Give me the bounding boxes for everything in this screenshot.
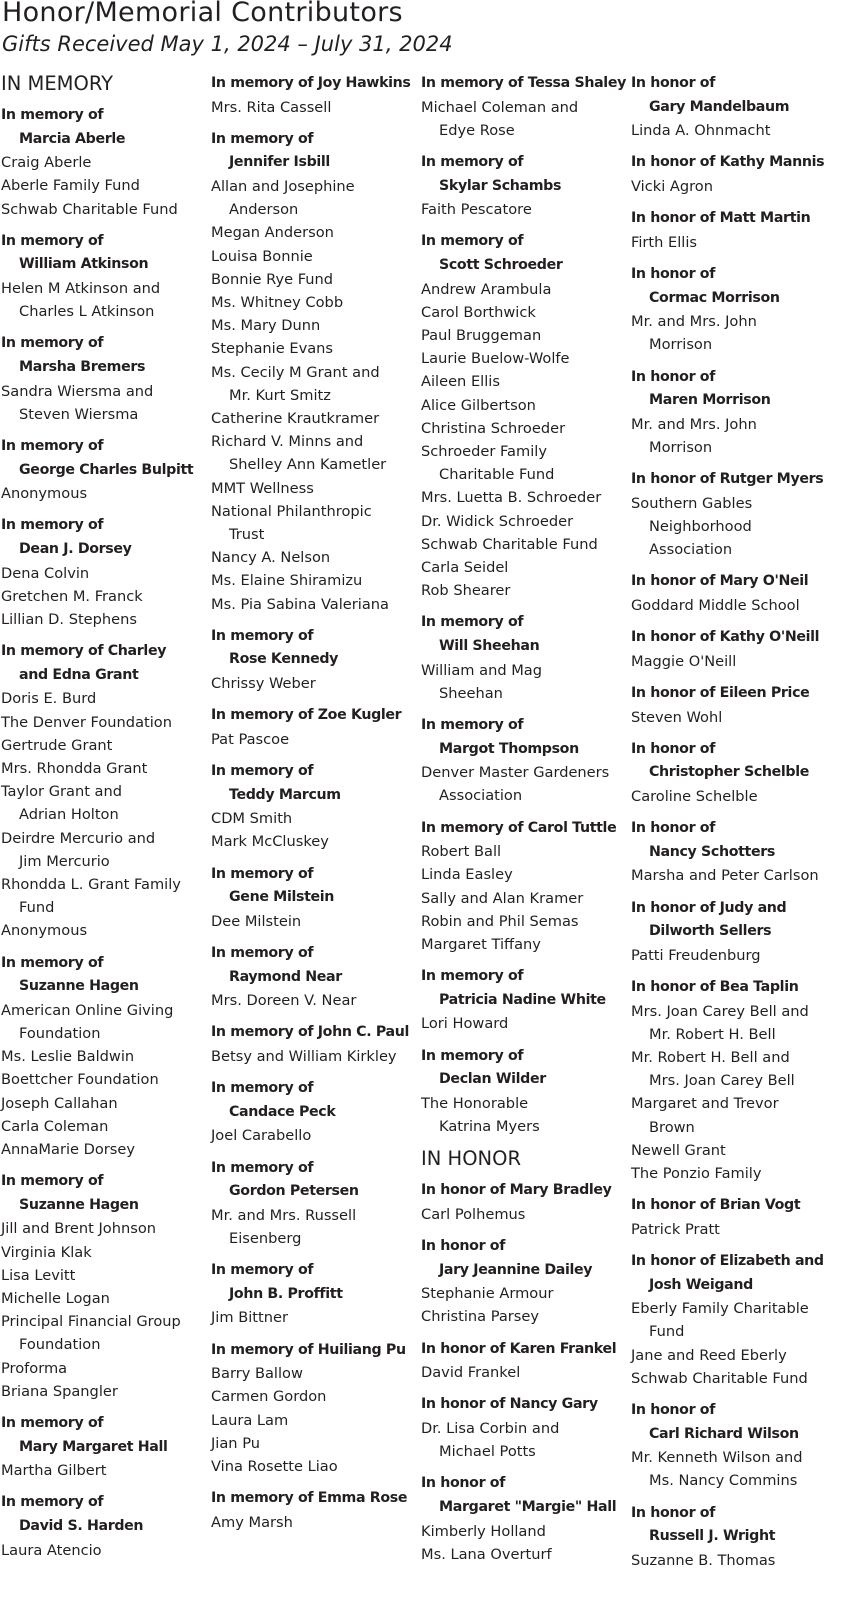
- contributor-name: Trust: [229, 526, 265, 544]
- contributor-name: The Ponzio Family: [631, 1164, 762, 1182]
- contributor-name: Gertrude Grant: [1, 736, 113, 754]
- contributor-name: Ms. Pia Sabina Valeriana: [211, 595, 389, 613]
- contributor-name: Katrina Myers: [439, 1118, 540, 1135]
- tribute-heading: Suzanne Hagen: [19, 978, 139, 995]
- contributor-name: Gretchen M. Franck: [1, 587, 143, 605]
- contributor-name: Sally and Alan Kramer: [421, 889, 584, 907]
- contributor-name: Carol Borthwick: [421, 303, 536, 321]
- tribute-entry: [631, 72, 841, 142]
- tribute-entry: [1, 1491, 211, 1561]
- tribute-heading: Patricia Nadine White: [439, 991, 606, 1008]
- contributor-name: Sandra Wiersma and: [1, 382, 154, 400]
- tribute-heading: In memory of: [1, 232, 104, 249]
- contributor-name: Amy Marsh: [211, 1513, 293, 1531]
- contributor-name: Craig Aberle: [1, 154, 92, 172]
- tribute-entry: [211, 128, 421, 616]
- tribute-heading: Nancy Schotters: [649, 843, 775, 860]
- tribute-entry: [631, 1194, 841, 1241]
- contributor-name: Laurie Buelow-Wolfe: [421, 350, 570, 368]
- contributor-name: Linda A. Ohnmacht: [631, 122, 771, 140]
- tribute-entry: [421, 1472, 631, 1566]
- tribute-heading: In memory of: [211, 1159, 314, 1176]
- tribute-heading: In memory of: [211, 130, 314, 147]
- tribute-heading: Declan Wilder: [439, 1071, 546, 1088]
- contributor-name: Anderson: [229, 201, 299, 219]
- tribute-entry: [211, 1077, 421, 1147]
- contributor-name: Laura Lam: [211, 1411, 289, 1429]
- contributor-name: Christina Schroeder: [421, 419, 566, 437]
- column-2: [211, 72, 421, 1543]
- tribute-heading: In honor of: [631, 1401, 716, 1418]
- tribute-heading: In memory of: [421, 154, 524, 170]
- contributor-name: Shelley Ann Kametler: [229, 456, 387, 474]
- contributor-name: Michael Potts: [439, 1443, 536, 1461]
- page-title: Honor/Memorial Contributors: [2, 0, 403, 28]
- contributor-name: Mr. and Mrs. John: [631, 313, 757, 331]
- contributor-name: Schwab Charitable Fund: [421, 535, 598, 553]
- contributor-name: Vina Rosette Liao: [211, 1457, 338, 1475]
- tribute-heading: In memory of: [211, 627, 314, 644]
- page-subtitle: Gifts Received May 1, 2024 – July 31, 2024: [2, 32, 453, 56]
- tribute-entry: [211, 942, 421, 1012]
- tribute-heading: In honor of Rutger Myers: [631, 471, 824, 488]
- contributor-name: William and Mag: [421, 661, 543, 679]
- tribute-entry: [1, 435, 211, 505]
- contributor-name: Southern Gables: [631, 494, 753, 512]
- tribute-entry: [631, 682, 841, 729]
- tribute-heading: In memory of: [1, 1415, 104, 1432]
- tribute-heading: Dilworth Sellers: [649, 923, 772, 940]
- tribute-heading: In memory of: [1, 954, 104, 971]
- tribute-heading: In honor of Matt Martin: [631, 210, 811, 227]
- contributor-name: Robin and Phil Semas: [421, 912, 579, 930]
- contributor-name: Joseph Callahan: [1, 1094, 118, 1112]
- tribute-heading: In honor of Mary Bradley: [421, 1182, 612, 1199]
- contributor-name: Charles L Atkinson: [19, 303, 155, 321]
- tribute-heading: Margot Thompson: [439, 740, 579, 757]
- contributor-name: Anonymous: [1, 922, 88, 940]
- tribute-heading: In memory of: [1, 335, 104, 352]
- tribute-entry: [421, 1235, 631, 1329]
- contributor-name: Goddard Middle School: [631, 596, 800, 614]
- tribute-heading: In memory of Emma Rose: [211, 1490, 408, 1507]
- contributor-name: Mr. Robert H. Bell: [649, 1025, 776, 1043]
- contributor-name: Dee Milstein: [211, 912, 302, 930]
- contributor-name: Foundation: [19, 1336, 101, 1354]
- contributor-name: Adrian Holton: [19, 806, 119, 824]
- column-1: [1, 72, 211, 1571]
- tribute-heading: Rose Kennedy: [229, 651, 339, 668]
- tribute-entry: [631, 151, 841, 198]
- tribute-entry: [631, 207, 841, 254]
- contributor-name: Patrick Pratt: [631, 1220, 720, 1238]
- tribute-entry: [631, 1502, 841, 1572]
- tribute-heading: Carl Richard Wilson: [649, 1425, 799, 1442]
- contributor-name: MMT Wellness: [211, 479, 314, 497]
- contributor-name: Lillian D. Stephens: [1, 610, 138, 628]
- tribute-heading: Josh Weigand: [649, 1276, 753, 1293]
- contributor-name: Patti Freudenburg: [631, 946, 761, 964]
- contributor-name: Kimberly Holland: [421, 1522, 546, 1540]
- tribute-entry: [211, 72, 421, 119]
- contributor-name: Mr. and Mrs. John: [631, 415, 757, 433]
- tribute-heading: In honor of: [631, 75, 716, 91]
- tribute-heading: In honor of Kathy O'Neill: [631, 629, 820, 646]
- tribute-heading: In memory of: [1, 107, 104, 123]
- contributor-name: Eberly Family Charitable: [631, 1300, 809, 1318]
- tribute-entry: [631, 626, 841, 673]
- tribute-heading: In honor of Mary O'Neil: [631, 573, 809, 590]
- tribute-heading: Raymond Near: [229, 968, 342, 985]
- contributor-name: Steven Wiersma: [19, 405, 139, 423]
- tribute-heading: In memory of Charley: [1, 643, 167, 660]
- tribute-heading: In honor of Kathy Mannis: [631, 154, 825, 171]
- contributor-name: Boettcher Foundation: [1, 1071, 159, 1089]
- tribute-heading: In honor of: [631, 1504, 716, 1521]
- tribute-entry: [211, 704, 421, 751]
- contributor-name: Brown: [649, 1118, 695, 1136]
- contributor-name: Neighborhood: [649, 517, 752, 535]
- contributor-name: Eisenberg: [229, 1229, 302, 1247]
- tribute-heading: In honor of: [421, 1238, 506, 1254]
- tribute-heading: Gene Milstein: [229, 889, 335, 906]
- contributor-name: Mark McCluskey: [211, 833, 329, 851]
- contributor-name: Mrs. Doreen V. Near: [211, 992, 357, 1010]
- tribute-entry: [211, 1157, 421, 1251]
- contributor-name: Carla Coleman: [1, 1117, 109, 1135]
- contributor-name: Foundation: [19, 1024, 101, 1042]
- tribute-entry: [211, 760, 421, 854]
- tribute-heading: Scott Schroeder: [439, 256, 563, 273]
- contributor-name: Margaret Tiffany: [421, 936, 541, 954]
- contributor-name: Firth Ellis: [631, 233, 697, 251]
- tribute-heading: Dean J. Dorsey: [19, 540, 132, 557]
- contributor-name: Charitable Fund: [439, 466, 555, 484]
- contributor-name: Fund: [19, 899, 55, 917]
- tribute-heading: Will Sheehan: [439, 638, 540, 655]
- tribute-entry: [421, 1338, 631, 1385]
- contributor-name: Caroline Schelble: [631, 787, 758, 805]
- contributor-name: Association: [649, 541, 733, 559]
- tribute-heading: In memory of Huiliang Pu: [211, 1341, 406, 1358]
- tribute-entry: [211, 863, 421, 933]
- tribute-heading: Margaret "Margie" Hall: [439, 1498, 617, 1515]
- contributor-name: Steven Wohl: [631, 708, 723, 726]
- tribute-entry: [421, 1179, 631, 1226]
- tribute-entry: [631, 897, 841, 967]
- contributor-name: Mr. Robert H. Bell and: [631, 1048, 790, 1066]
- contributor-name: Ms. Lana Overturf: [421, 1545, 552, 1563]
- contributor-name: Robert Ball: [421, 843, 502, 861]
- tribute-heading: In honor of Karen Frankel: [421, 1340, 617, 1357]
- tribute-heading: Suzanne Hagen: [19, 1196, 139, 1213]
- contributor-name: Richard V. Minns and: [211, 433, 364, 451]
- tribute-entry: [211, 625, 421, 695]
- tribute-entry: [211, 1021, 421, 1068]
- contributor-name: Schwab Charitable Fund: [1, 200, 178, 218]
- tribute-heading: In memory of: [211, 763, 314, 780]
- tribute-heading: In honor of: [421, 1475, 506, 1492]
- contributor-name: Proforma: [1, 1359, 68, 1377]
- tribute-heading: In honor of: [631, 820, 716, 837]
- section-heading: IN HONOR: [421, 1147, 522, 1171]
- contributor-name: Association: [439, 787, 523, 805]
- tribute-heading: Marsha Bremers: [19, 358, 146, 375]
- contributor-name: Nancy A. Nelson: [211, 549, 331, 567]
- contributor-name: Principal Financial Group: [1, 1313, 181, 1331]
- contributor-name: Mrs. Luetta B. Schroeder: [421, 489, 602, 507]
- tribute-heading: In memory of: [211, 1080, 314, 1097]
- contributor-name: Mr. and Mrs. Russell: [211, 1206, 357, 1224]
- contributor-name: Helen M Atkinson and: [1, 279, 161, 297]
- contributor-name: Deirdre Mercurio and: [1, 829, 156, 847]
- contributor-name: Newell Grant: [631, 1141, 726, 1159]
- tribute-entry: [421, 1045, 631, 1139]
- tribute-heading: In honor of Bea Taplin: [631, 978, 799, 995]
- contributor-name: Dena Colvin: [1, 564, 90, 582]
- tribute-heading: Christopher Schelble: [649, 764, 810, 781]
- tribute-entry: [1, 1412, 211, 1482]
- contributor-name: Betsy and William Kirkley: [211, 1048, 397, 1065]
- contributor-name: Carmen Gordon: [211, 1388, 327, 1406]
- contributor-name: CDM Smith: [211, 810, 293, 828]
- tribute-entry: [631, 570, 841, 617]
- contributor-name: Anonymous: [1, 485, 88, 503]
- tribute-heading: In memory of: [1, 1494, 104, 1511]
- contributor-name: The Denver Foundation: [1, 713, 172, 731]
- contributor-name: Barry Ballow: [211, 1365, 303, 1383]
- tribute-heading: In honor of: [631, 368, 716, 385]
- contributor-name: Maggie O'Neill: [631, 652, 737, 670]
- contributor-name: Faith Pescatore: [421, 201, 532, 219]
- contributor-name: Vicki Agron: [631, 177, 713, 195]
- tribute-entry: [631, 1399, 841, 1493]
- contributor-name: Margaret and Trevor: [631, 1095, 779, 1113]
- contributor-name: Christina Parsey: [421, 1308, 540, 1326]
- tribute-heading: In honor of Nancy Gary: [421, 1396, 598, 1413]
- contributor-name: AnnaMarie Dorsey: [1, 1141, 136, 1158]
- contributor-name: Michelle Logan: [1, 1290, 110, 1307]
- tribute-entry: [1, 514, 211, 631]
- tribute-heading: In honor of: [631, 265, 716, 282]
- contributor-name: Carla Seidel: [421, 559, 509, 577]
- contributor-name: Stephanie Armour: [421, 1285, 554, 1303]
- tribute-heading: In honor of: [631, 740, 716, 757]
- column-3: [421, 72, 631, 1575]
- contributor-name: Rob Shearer: [421, 582, 511, 600]
- contributor-name: Marsha and Peter Carlson: [631, 867, 819, 885]
- contributor-name: Catherine Krautkramer: [211, 410, 380, 428]
- contributor-name: Ms. Leslie Baldwin: [1, 1048, 135, 1066]
- tribute-heading: In memory of: [1, 517, 104, 534]
- tribute-heading: In honor of Eileen Price: [631, 684, 810, 701]
- contributor-name: David Frankel: [421, 1364, 521, 1382]
- contributor-name: Lori Howard: [421, 1015, 509, 1033]
- contributor-name: Virginia Klak: [1, 1243, 92, 1261]
- contributor-name: Schwab Charitable Fund: [631, 1369, 808, 1387]
- contributor-name: Carl Polhemus: [421, 1205, 526, 1223]
- contributor-name: Ms. Nancy Commins: [649, 1472, 798, 1490]
- tribute-heading: In memory of: [1, 437, 104, 454]
- contributor-name: Suzanne B. Thomas: [631, 1551, 776, 1569]
- contributor-name: Mrs. Joan Carey Bell and: [631, 1002, 809, 1020]
- tribute-entry: [1, 952, 211, 1162]
- contributor-name: Laura Atencio: [1, 1541, 102, 1559]
- tribute-heading: In honor of Brian Vogt: [631, 1197, 801, 1214]
- tribute-heading: In honor of Judy and: [631, 899, 787, 916]
- tribute-entry: [631, 263, 841, 357]
- tribute-heading: Jennifer Isbill: [229, 154, 330, 171]
- contributor-name: Mr. Kurt Smitz: [229, 386, 331, 404]
- tribute-heading: William Atkinson: [19, 256, 149, 273]
- tribute-heading: Cormac Morrison: [649, 289, 780, 306]
- tribute-heading: In memory of Carol Tuttle: [421, 819, 617, 836]
- tribute-heading: Marcia Aberle: [19, 130, 126, 147]
- contributor-name: National Philanthropic: [211, 502, 372, 520]
- tribute-heading: In memory of: [421, 968, 524, 985]
- tribute-heading: In memory of: [421, 614, 524, 631]
- tribute-entry: [631, 366, 841, 460]
- contributor-name: Ms. Mary Dunn: [211, 317, 321, 335]
- contributor-name: Jane and Reed Eberly: [631, 1346, 787, 1364]
- tribute-heading: John B. Proffitt: [229, 1285, 343, 1302]
- contributor-name: Dr. Widick Schroeder: [421, 512, 574, 530]
- tribute-heading: In memory of: [1, 1173, 104, 1190]
- tribute-entry: [211, 1259, 421, 1329]
- tribute-heading: Candace Peck: [229, 1103, 336, 1120]
- contributor-name: Paul Bruggeman: [421, 326, 542, 344]
- tribute-heading: In memory of: [421, 1047, 524, 1064]
- contributor-name: Andrew Arambula: [421, 280, 552, 298]
- tribute-entry: [1, 332, 211, 426]
- section-heading: IN MEMORY: [1, 72, 114, 95]
- tribute-heading: Jary Jeannine Dailey: [439, 1261, 593, 1278]
- contributor-name: Fund: [649, 1323, 685, 1341]
- tribute-heading: In memory of: [211, 1262, 314, 1279]
- contributor-name: Jim Mercurio: [19, 852, 110, 870]
- contributor-name: Mrs. Rita Cassell: [211, 98, 332, 116]
- contributor-name: Mrs. Rhondda Grant: [1, 759, 148, 777]
- tribute-entry: [1, 104, 211, 221]
- tribute-entry: [631, 1250, 841, 1390]
- tribute-entry: [211, 1487, 421, 1534]
- tribute-heading: In memory of: [421, 233, 524, 250]
- tribute-entry: [421, 714, 631, 808]
- contributor-name: Rhondda L. Grant Family: [1, 875, 181, 893]
- contributor-name: Chrissy Weber: [211, 675, 316, 693]
- contributor-name: Doris E. Burd: [1, 690, 97, 708]
- contributor-name: Dr. Lisa Corbin and: [421, 1419, 560, 1437]
- tribute-heading: In memory of Zoe Kugler: [211, 707, 402, 724]
- contributor-name: The Honorable: [421, 1094, 529, 1112]
- tribute-heading: Maren Morrison: [649, 392, 771, 409]
- contributor-name: Briana Spangler: [1, 1382, 118, 1400]
- contributor-name: Taylor Grant and: [1, 783, 123, 801]
- contributor-name: Stephanie Evans: [211, 340, 333, 358]
- contributor-name: Allan and Josephine: [211, 177, 355, 195]
- contributor-name: Michael Coleman and: [421, 98, 579, 116]
- tribute-heading: In honor of Elizabeth and: [631, 1252, 824, 1269]
- tribute-heading: David S. Harden: [19, 1518, 144, 1534]
- tribute-heading: Skylar Schambs: [439, 177, 562, 194]
- contributor-name: Megan Anderson: [211, 224, 334, 242]
- tribute-entry: [421, 817, 631, 957]
- tribute-heading: Teddy Marcum: [229, 786, 341, 803]
- contributor-name: Edye Rose: [439, 121, 515, 139]
- tribute-heading: Gary Mandelbaum: [649, 98, 790, 115]
- contributor-name: Aberle Family Fund: [1, 177, 140, 195]
- contributor-name: Morrison: [649, 336, 713, 354]
- contributor-name: Jim Bittner: [211, 1309, 288, 1327]
- tribute-heading: In memory of: [421, 717, 524, 734]
- contributor-name: Joel Carabello: [211, 1127, 312, 1145]
- tribute-entry: [631, 817, 841, 887]
- contributor-name: Louisa Bonnie: [211, 247, 313, 265]
- contributor-name: Ms. Whitney Cobb: [211, 294, 344, 311]
- tribute-entry: [421, 611, 631, 705]
- tribute-entry: [1, 230, 211, 324]
- tribute-heading: In memory of Tessa Shaley: [421, 75, 626, 91]
- contributor-name: Aileen Ellis: [421, 373, 500, 391]
- tribute-entry: [421, 965, 631, 1035]
- tribute-entry: [1, 640, 211, 942]
- tribute-entry: [631, 976, 841, 1185]
- tribute-heading: Mary Margaret Hall: [19, 1438, 168, 1455]
- contributor-name: Linda Easley: [421, 866, 513, 884]
- contributor-name: Lisa Levitt: [1, 1266, 76, 1284]
- tribute-heading: George Charles Bulpitt: [19, 461, 194, 478]
- tribute-entry: [421, 72, 631, 142]
- tribute-heading: In memory of: [211, 945, 314, 962]
- contributor-name: Mr. Kenneth Wilson and: [631, 1449, 803, 1467]
- tribute-heading: In memory of: [211, 865, 314, 882]
- tribute-entry: [211, 1339, 421, 1479]
- tribute-entry: [421, 151, 631, 221]
- contributor-name: Jill and Brent Johnson: [1, 1220, 156, 1238]
- tribute-heading: In memory of John C. Paul: [211, 1024, 410, 1041]
- contributor-name: Martha Gilbert: [1, 1462, 107, 1480]
- contributor-name: American Online Giving: [1, 1001, 174, 1019]
- contributor-name: Denver Master Gardeners: [421, 764, 610, 782]
- contributor-name: Sheehan: [439, 684, 503, 702]
- tribute-entry: [421, 230, 631, 602]
- contributor-name: Alice Gilbertson: [421, 396, 536, 414]
- contributor-name: Mrs. Joan Carey Bell: [649, 1072, 795, 1090]
- contributor-name: Jian Pu: [211, 1434, 260, 1452]
- column-4: [631, 72, 841, 1581]
- contributor-name: Schroeder Family: [421, 443, 547, 460]
- tribute-heading: Gordon Petersen: [229, 1183, 359, 1200]
- tribute-entry: [631, 468, 841, 561]
- contributor-name: Bonnie Rye Fund: [211, 270, 334, 288]
- tribute-entry: [421, 1393, 631, 1463]
- contributor-name: Morrison: [649, 438, 713, 456]
- contributor-name: Pat Pascoe: [211, 730, 290, 748]
- tribute-entry: [1, 1170, 211, 1403]
- tribute-heading: Russell J. Wright: [649, 1528, 776, 1545]
- tribute-entry: [631, 738, 841, 808]
- tribute-heading: and Edna Grant: [19, 666, 139, 683]
- tribute-heading: In memory of Joy Hawkins: [211, 75, 411, 91]
- contributor-name: Ms. Cecily M Grant and: [211, 363, 380, 381]
- contributor-name: Ms. Elaine Shiramizu: [211, 572, 363, 590]
